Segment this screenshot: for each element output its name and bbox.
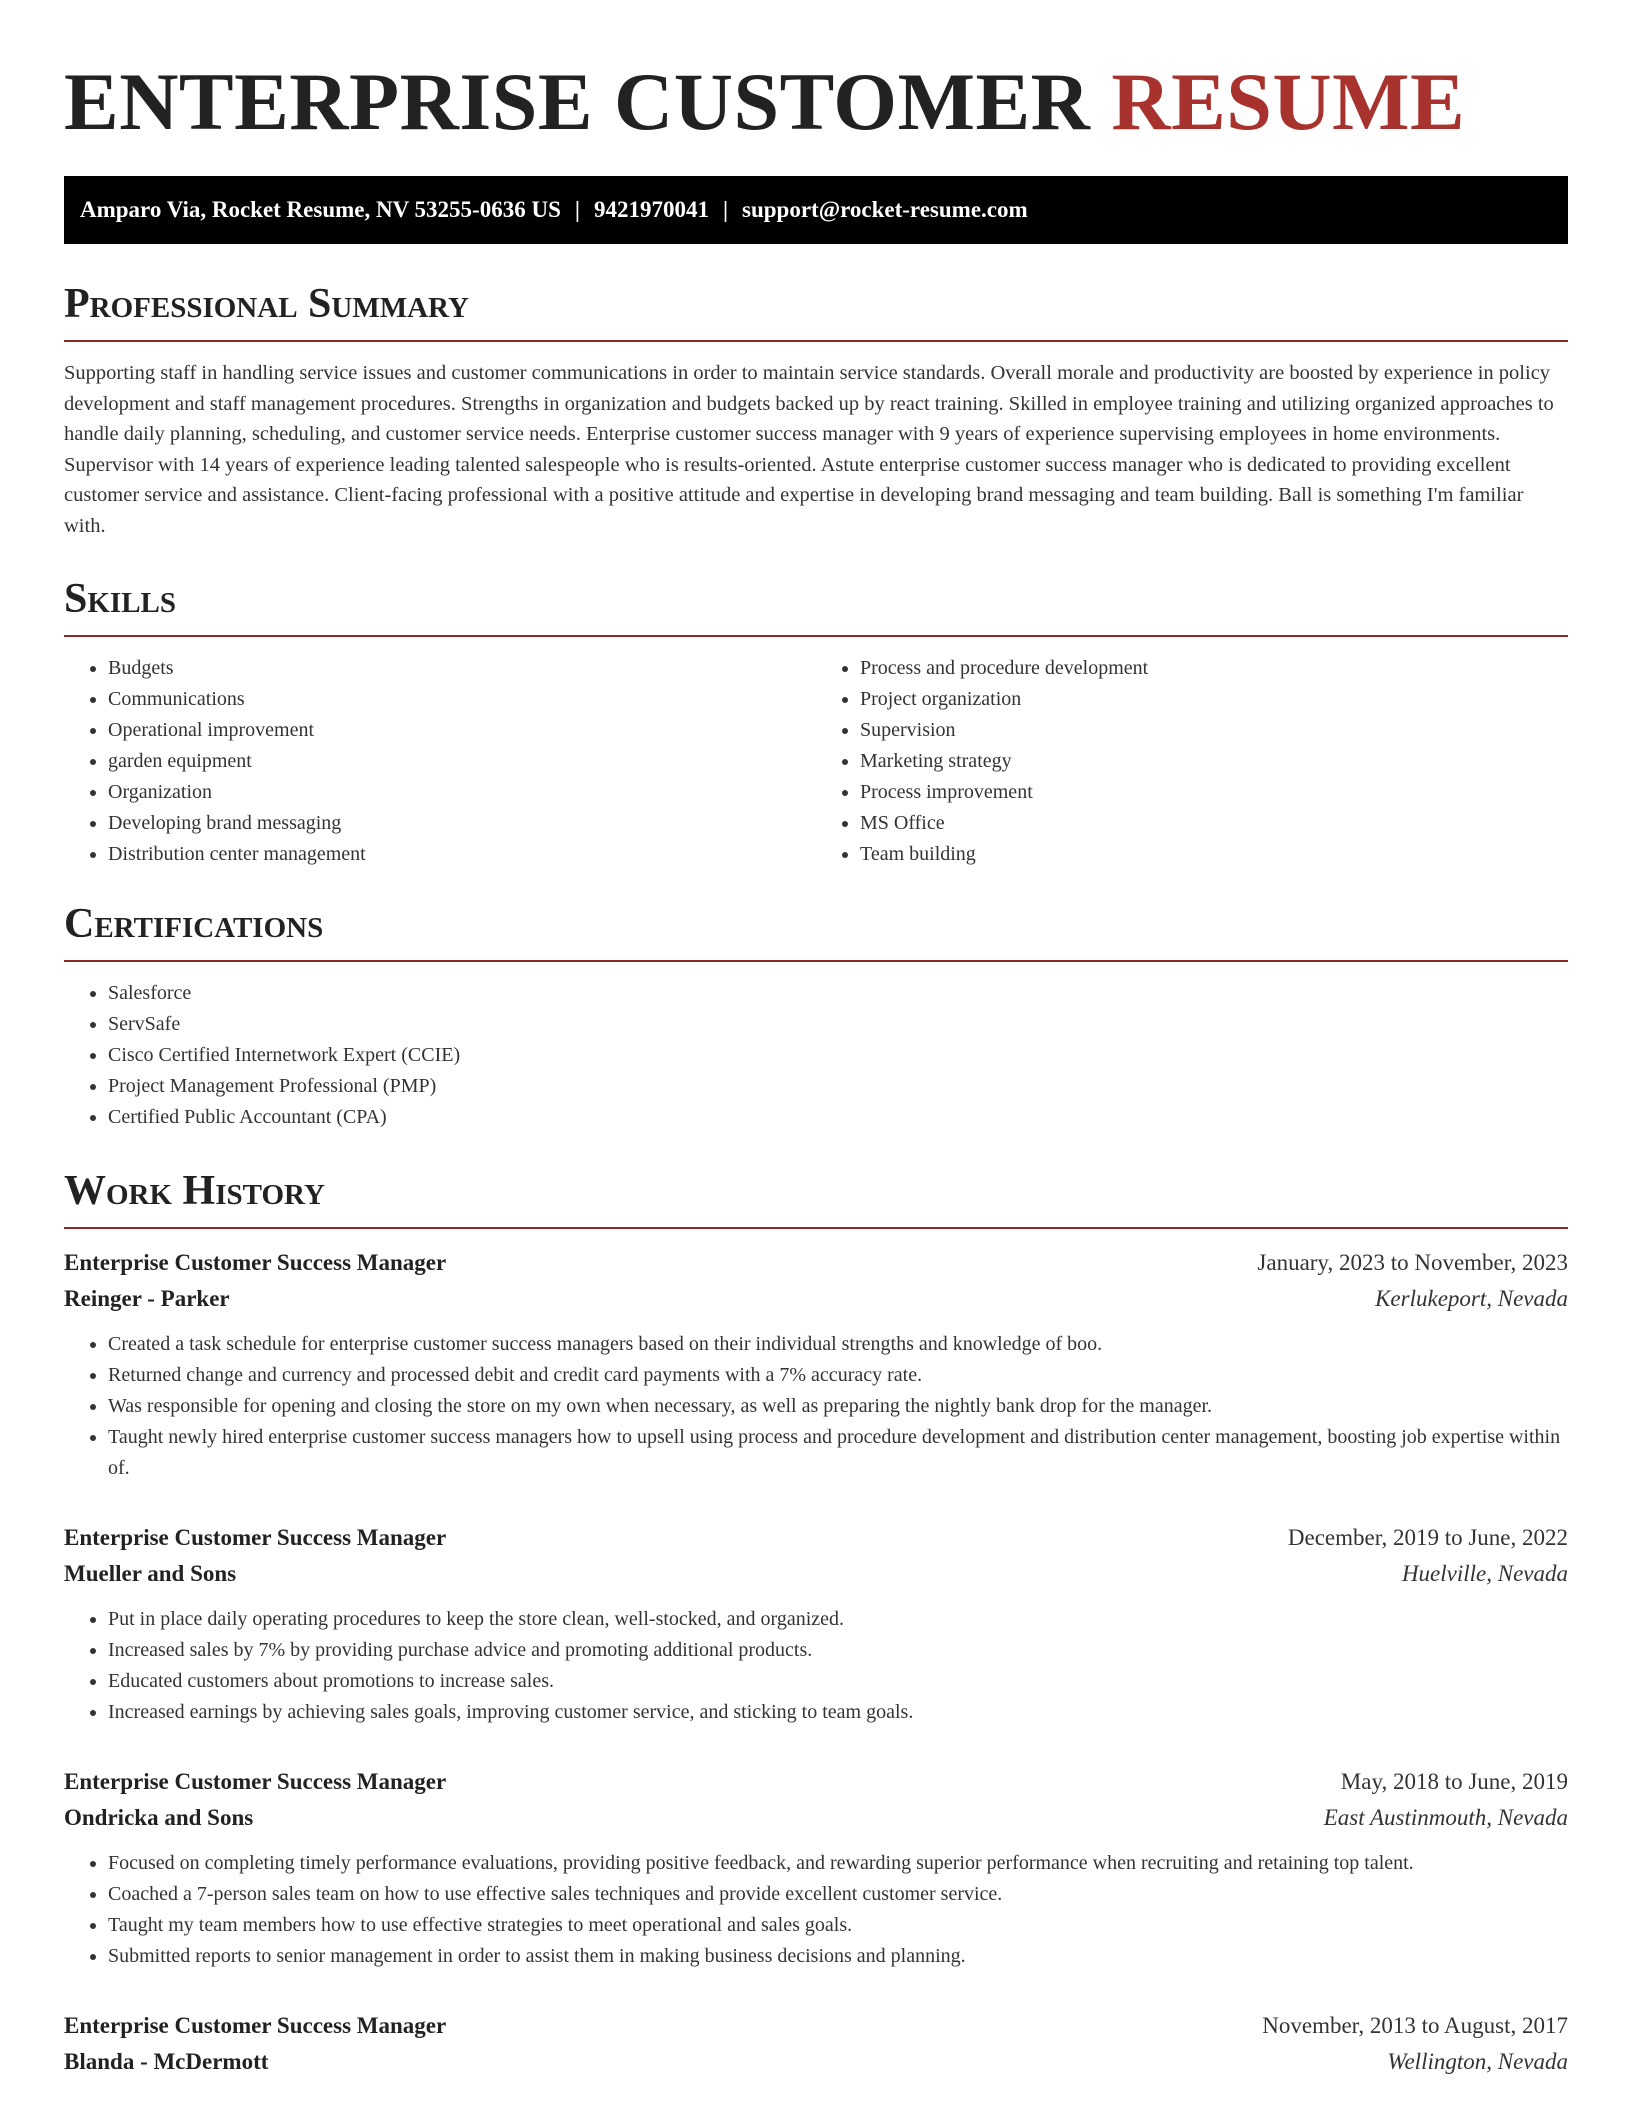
skill-item: • Operational improvement [108,715,816,746]
job-bullet: • Submitted reports to senior management in order to assist them in making business decisions and planning. [108,1941,1568,1972]
skills-section [64,573,1568,870]
skill-item: • Marketing strategy [860,746,1568,777]
skill-item: • garden equipment [108,746,816,777]
job-bullets [64,1848,1568,1972]
job-dates: December, 2019 to June, 2022 [1287,1525,1568,1550]
job-dates: January, 2023 to November, 2023 [1257,1250,1568,1275]
certifications-section [64,898,1568,1133]
job-company: Reinger - Parker [64,1286,230,1311]
job-location: Wellington, Nevada [1387,2049,1568,2074]
title-accent: RESUME [1111,56,1466,147]
section-divider [64,1227,1568,1229]
contact-address: Amparo Via, Rocket Resume, NV 53255-0636 US [80,197,561,222]
job-company: Ondricka and Sons [64,1805,254,1830]
skill-item: • Budgets [108,653,816,684]
skill-item: • Process improvement [860,777,1568,808]
job-bullet: • Increased sales by 7% by providing purchase advice and promoting additional products. [108,1635,1568,1666]
job-bullet: • Increased earnings by achieving sales goals, improving customer service, and sticking to team goals. [108,1697,1568,1728]
job-company-row [64,1556,1568,1592]
skill-item: • Communications [108,684,816,715]
summary-section [64,278,1568,541]
job-title: Enterprise Customer Success Manager [64,1769,447,1794]
skill-item: • MS Office [860,808,1568,839]
section-divider [64,960,1568,962]
job-entry [64,1520,1568,1728]
resume-title [64,0,1568,152]
certifications-heading: Certifications [64,901,324,947]
certifications-list [64,978,1568,1133]
job-bullets [64,1604,1568,1728]
job-bullet: • Coached a 7-person sales team on how to use effective sales techniques and provide excellent customer service. [108,1879,1568,1910]
job-dates: November, 2013 to August, 2017 [1262,2013,1568,2038]
job-bullet: • Focused on completing timely performance evaluations, providing positive feedback, and rewarding superior performance when recruiting and retaining top talent. [108,1848,1568,1879]
skill-item: • Team building [860,839,1568,870]
skills-grid [64,653,1568,870]
job-bullet: • Taught newly hired enterprise customer success managers how to upsell using process and procedure development and distribution center management, boosting job expertise within of. [108,1422,1568,1484]
contact-phone: 9421970041 [593,197,709,222]
skills-heading: Skills [64,576,177,622]
skill-item: • Supervision [860,715,1568,746]
certification-item: • ServSafe [108,1009,1568,1040]
contact-separator: | [574,197,580,222]
work-history-heading: Work History [64,1168,325,1214]
job-company-row [64,1800,1568,1836]
job-title: Enterprise Customer Success Manager [64,2013,447,2038]
job-location: East Austinmouth, Nevada [1323,1805,1568,1830]
job-bullet: • Put in place daily operating procedures to keep the store clean, well-stocked, and organized. [108,1604,1568,1635]
contact-email: support@rocket-resume.com [742,197,1028,222]
contact-separator: | [722,197,729,222]
job-bullets [64,1329,1568,1484]
job-title: Enterprise Customer Success Manager [64,1250,447,1275]
title-main: ENTERPRISE CUSTOMER [64,56,1091,147]
job-header-row [64,2008,1568,2044]
job-company-row [64,2044,1568,2080]
job-dates: May, 2018 to June, 2019 [1340,1769,1568,1794]
job-bullet: • Taught my team members how to use effective strategies to meet operational and sales goals. [108,1910,1568,1941]
work-history-section [64,1165,1568,2080]
skills-list-left [64,653,816,870]
job-header-row [64,1764,1568,1800]
job-title: Enterprise Customer Success Manager [64,1525,447,1550]
section-divider [64,340,1568,342]
job-entry [64,1764,1568,1972]
certification-item: • Project Management Professional (PMP) [108,1071,1568,1102]
certification-item: • Salesforce [108,978,1568,1009]
contact-bar [64,176,1568,244]
skill-item: • Developing brand messaging [108,808,816,839]
summary-heading: Professional Summary [64,281,469,327]
job-location: Kerlukeport, Nevada [1375,1286,1568,1311]
job-company-row [64,1281,1568,1317]
skill-item: • Process and procedure development [860,653,1568,684]
job-entry [64,1245,1568,1484]
summary-text: Supporting staff in handling service issues and customer communications in order to maintain service standards. Overall morale and productivity are boosted by experience in policy development and staff management procedures. Strengths in organization and budgets backed up by react training. Skilled in employee training and utilizing organized approaches to handle daily planning, scheduling, and customer service needs. Enterprise customer success manager with 9 years of experience supervising employees in home environments. Supervisor with 14 years of experience leading talented salespeople who is results-oriented. Astute enterprise customer success manager who is dedicated to providing excellent customer service and assistance. Client-facing professional with a positive attitude and expertise in developing brand messaging and team building. Ball is something I'm familiar with. [64,362,1554,537]
job-bullet: • Was responsible for opening and closing the store on my own when necessary, as well as preparing the nightly bank drop for the manager. [108,1391,1568,1422]
job-header-row [64,1520,1568,1556]
section-divider [64,635,1568,637]
skills-list-right [816,653,1568,870]
job-entry [64,2008,1568,2080]
certification-item: • Cisco Certified Internetwork Expert (CCIE) [108,1040,1568,1071]
job-company: Mueller and Sons [64,1561,237,1586]
certification-item: • Certified Public Accountant (CPA) [108,1102,1568,1133]
job-company: Blanda - McDermott [64,2049,269,2074]
job-location: Huelville, Nevada [1401,1561,1568,1586]
job-bullet: • Created a task schedule for enterprise customer success managers based on their individual strengths and knowledge of boo. [108,1329,1568,1360]
skill-item: • Project organization [860,684,1568,715]
skill-item: • Distribution center management [108,839,816,870]
job-bullet: • Educated customers about promotions to increase sales. [108,1666,1568,1697]
job-bullet: • Returned change and currency and processed debit and credit card payments with a 7% accuracy rate. [108,1360,1568,1391]
job-header-row [64,1245,1568,1281]
skill-item: • Organization [108,777,816,808]
